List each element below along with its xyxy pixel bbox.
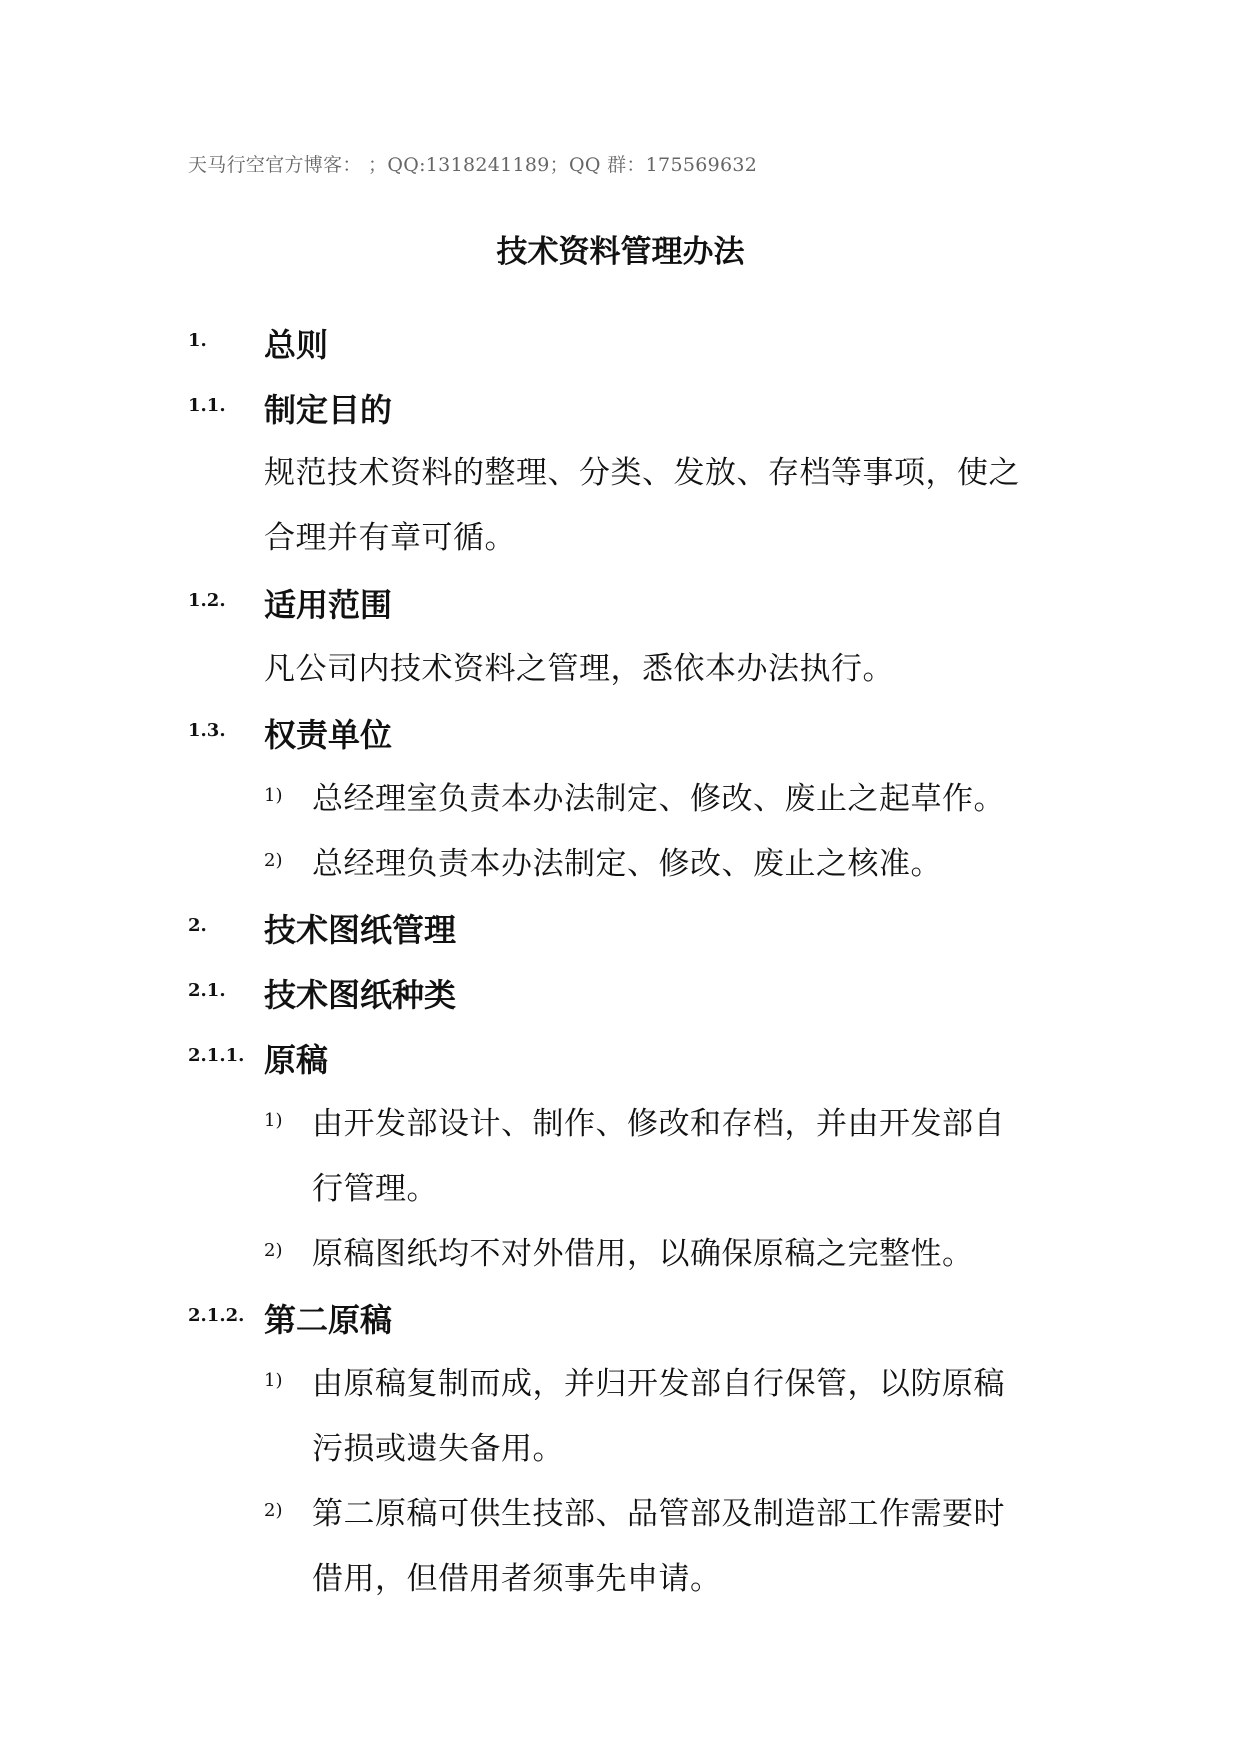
- list-marker: 1): [264, 1370, 283, 1391]
- section-heading: 技术图纸管理: [264, 911, 457, 949]
- list-item-line: 污损或遗失备用。: [312, 1431, 564, 1467]
- section-heading: 总则: [264, 326, 329, 364]
- paragraph-line: 合理并有章可循。: [264, 520, 516, 556]
- list-marker: 2): [264, 1240, 283, 1261]
- list-item-line: 由开发部设计、制作、修改和存档，并由开发部自: [312, 1106, 1005, 1142]
- section-number: 1.2.: [188, 590, 226, 611]
- list-item-line: 第二原稿可供生技部、品管部及制造部工作需要时: [312, 1496, 1005, 1532]
- list-item-line: 行管理。: [312, 1171, 438, 1207]
- section-number: 1.1.: [188, 395, 226, 416]
- section-heading: 第二原稿: [264, 1301, 393, 1339]
- section-heading: 技术图纸种类: [264, 976, 457, 1014]
- section-number: 2.1.2.: [188, 1305, 245, 1326]
- list-item-line: 借用，但借用者须事先申请。: [312, 1561, 722, 1597]
- paragraph-line: 凡公司内技术资料之管理，悉依本办法执行。: [264, 651, 894, 687]
- section-heading: 适用范围: [264, 586, 393, 624]
- section-heading: 制定目的: [264, 391, 393, 429]
- list-marker: 1): [264, 785, 283, 806]
- document-title: 技术资料管理办法: [496, 234, 745, 270]
- section-number: 1.: [188, 330, 207, 351]
- list-item-line: 由原稿复制而成，并归开发部自行保管，以防原稿: [312, 1366, 1005, 1402]
- section-heading: 原稿: [264, 1041, 329, 1079]
- section-number: 2.1.1.: [188, 1045, 245, 1066]
- section-number: 1.3.: [188, 720, 226, 741]
- paragraph-line: 规范技术资料的整理、分类、发放、存档等事项，使之: [264, 455, 1020, 491]
- section-number: 2.: [188, 915, 207, 936]
- list-marker: 2): [264, 1500, 283, 1521]
- list-marker: 1): [264, 1110, 283, 1131]
- list-item-line: 总经理室负责本办法制定、修改、废止之起草作。: [312, 781, 1005, 817]
- section-number: 2.1.: [188, 980, 226, 1001]
- header-line: 天马行空官方博客： ；QQ:1318241189；QQ 群：175569632: [188, 154, 758, 176]
- list-item-line: 原稿图纸均不对外借用，以确保原稿之完整性。: [312, 1236, 974, 1272]
- list-marker: 2): [264, 850, 283, 871]
- section-heading: 权责单位: [264, 716, 393, 754]
- list-item-line: 总经理负责本办法制定、修改、废止之核准。: [312, 846, 942, 882]
